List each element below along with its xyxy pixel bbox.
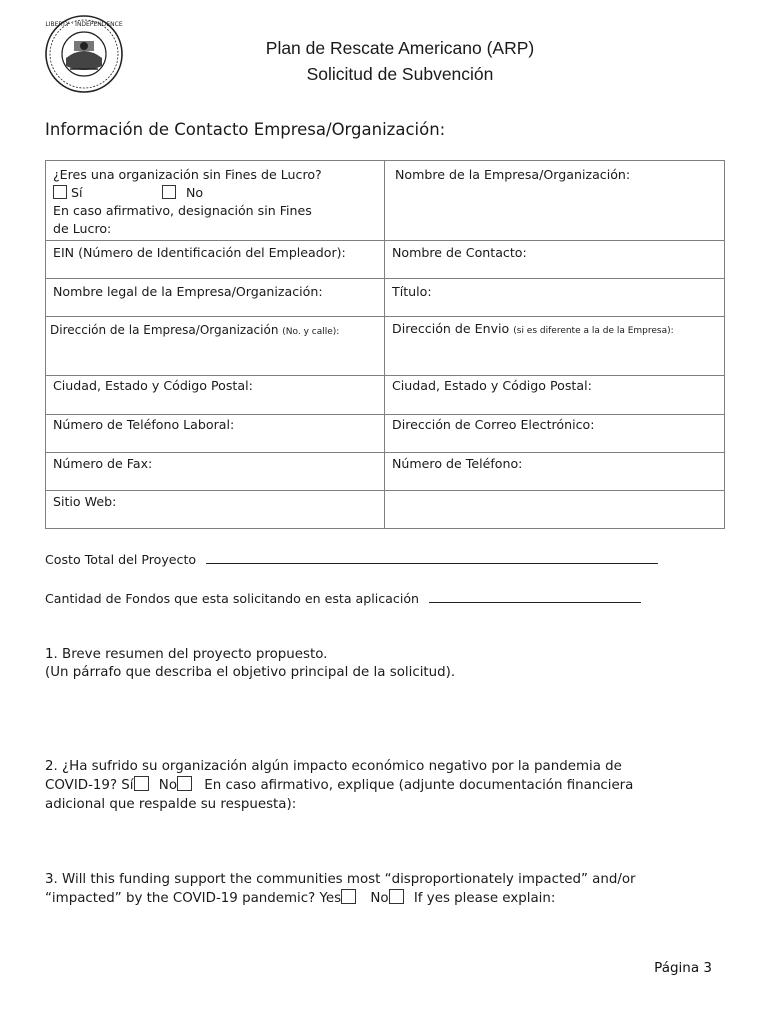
nonprofit-options <box>53 184 83 202</box>
nonprofit-no-checkbox[interactable] <box>162 185 176 199</box>
svg-text:LIBERTY · INDEPENDENCE: LIBERTY · INDEPENDENCE <box>45 21 123 28</box>
total-cost-field[interactable] <box>206 550 658 564</box>
nonprofit-no-option <box>162 184 203 202</box>
total-cost-row <box>45 550 658 569</box>
email-label: Dirección de Correo Electrónico: <box>392 417 595 432</box>
shipping-note: (si es diferente a la de la Empresa): <box>513 326 674 336</box>
question-1-line2: (Un párrafo que describa el objetivo principal de la solicitud). <box>45 665 456 680</box>
question-2-line1: 2. ¿Ha sufrido su organización algún impacto económico negativo por la pandemia de <box>45 759 622 774</box>
nonprofit-designation-line1: En caso afirmativo, designación sin Fines <box>53 203 312 218</box>
funds-requested-row <box>45 589 641 608</box>
title-label: Título: <box>392 284 432 299</box>
document-title: Plan de Rescate Americano (ARP) <box>265 38 535 58</box>
work-phone-label: Número de Teléfono Laboral: <box>53 417 235 432</box>
county-seal-logo <box>44 14 124 94</box>
shipping-city-state-zip-label: Ciudad, Estado y Código Postal: <box>392 378 592 393</box>
question-2-line3: adicional que respalde su respuesta): <box>45 797 297 812</box>
address-note: (No. y calle): <box>282 327 340 337</box>
question-2-line2: COVID-19? Sí No En caso afirmativo, explique (adjunte documentación financiera <box>45 778 634 793</box>
question-1-line1: 1. Breve resumen del proyecto propuesto. <box>45 647 328 662</box>
no-label: No <box>186 185 204 200</box>
shipping-address-label: Dirección de Envio (si es diferente a la de la Empresa): <box>392 321 674 336</box>
page-number: Página 3 <box>654 960 712 976</box>
city-state-zip-label: Ciudad, Estado y Código Postal: <box>53 378 253 393</box>
company-name-label: Nombre de la Empresa/Organización: <box>395 167 631 182</box>
q2-yes-checkbox[interactable] <box>134 776 149 791</box>
q3-yes-checkbox[interactable] <box>341 889 356 904</box>
nonprofit-designation-line2: de Lucro: <box>53 221 112 236</box>
q3-no-checkbox[interactable] <box>389 889 404 904</box>
total-cost-label: Costo Total del Proyecto <box>45 552 197 567</box>
question-3-line1: 3. Will this funding support the communities most “disproportionately impacted” and/or <box>45 872 636 887</box>
document-subtitle: Solicitud de Subvención <box>306 64 494 84</box>
funds-requested-field[interactable] <box>429 589 641 603</box>
ein-label: EIN (Número de Identificación del Empleador): <box>53 245 346 260</box>
phone-label: Número de Teléfono: <box>392 456 523 471</box>
nonprofit-yes-checkbox[interactable] <box>53 185 67 199</box>
section-heading: Información de Contacto Empresa/Organización: <box>45 120 446 139</box>
nonprofit-question: ¿Eres una organización sin Fines de Lucro? <box>53 167 322 182</box>
legal-name-label: Nombre legal de la Empresa/Organización: <box>53 284 323 299</box>
yes-label: Sí <box>71 185 83 200</box>
fax-label: Número de Fax: <box>53 456 153 471</box>
contact-name-label: Nombre de Contacto: <box>392 245 527 260</box>
q2-no-checkbox[interactable] <box>177 776 192 791</box>
funds-requested-label: Cantidad de Fondos que esta solicitando en esta aplicación <box>45 591 420 606</box>
question-3-line2: “impacted” by the COVID-19 pandemic? Yes No If yes please explain: <box>45 891 556 906</box>
website-label: Sitio Web: <box>53 494 117 509</box>
address-label: Dirección de la Empresa/Organización (No. y calle): <box>50 323 340 337</box>
